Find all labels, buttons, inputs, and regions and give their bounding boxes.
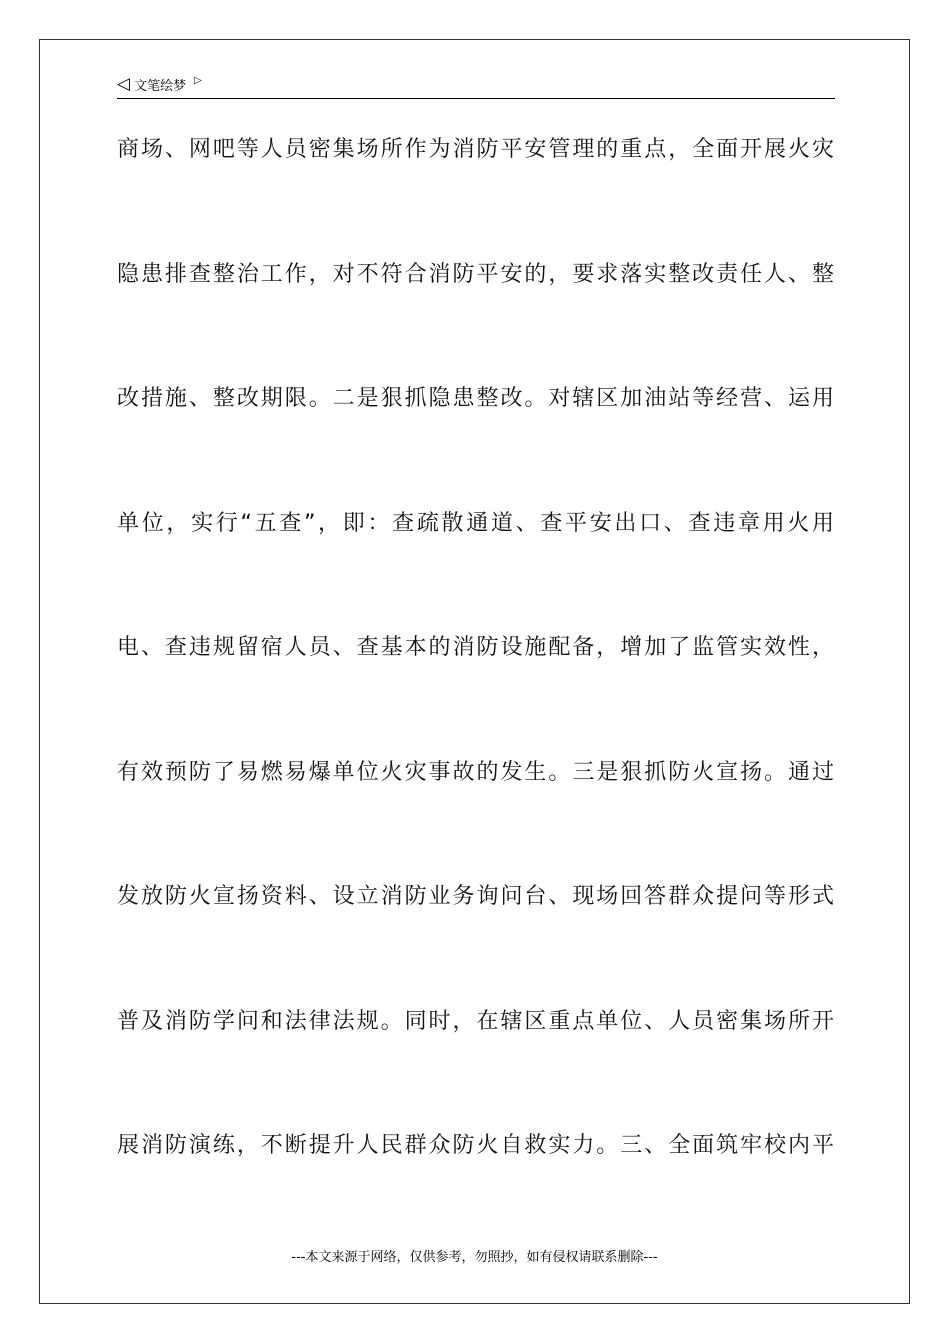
triangle-left-icon: ◁ <box>117 73 131 94</box>
triangle-right-icon: ▷ <box>194 75 202 86</box>
page-header <box>117 70 835 99</box>
body-line: 电、查违规留宿人员、查基本的消防设施配备，增加了监管实效性， <box>117 635 835 660</box>
header-title: 文笔绘梦 <box>134 78 187 94</box>
body-line: 普及消防学问和法律法规。同时，在辖区重点单位、人员密集场所开 <box>117 1008 835 1034</box>
body-line: 隐患排查整治工作，对不符合消防平安的，要求落实整改责任人、整 <box>117 261 835 287</box>
body-line: 商场、网吧等人员密集场所作为消防平安管理的重点，全面开展火灾 <box>117 137 835 162</box>
body-line: 改措施、整改期限。二是狠抓隐患整改。对辖区加油站等经营、运用 <box>117 386 835 411</box>
document-body <box>117 127 835 1248</box>
body-line: 发放防火宣扬资料、设立消防业务询问台、现场回答群众提问等形式 <box>117 884 835 909</box>
body-line: 单位，实行“五查”，即：查疏散通道、查平安出口、查违章用火用 <box>117 510 835 536</box>
page-footer: ---本文来源于网络，仅供参考，勿照抄，如有侵权请联系删除--- <box>291 1250 658 1265</box>
body-line: 展消防演练，不断提升人民群众防火自救实力。三、全面筑牢校内平 <box>117 1133 835 1158</box>
body-line: 有效预防了易燃易爆单位火灾事故的发生。三是狠抓防火宣扬。通过 <box>117 759 835 785</box>
